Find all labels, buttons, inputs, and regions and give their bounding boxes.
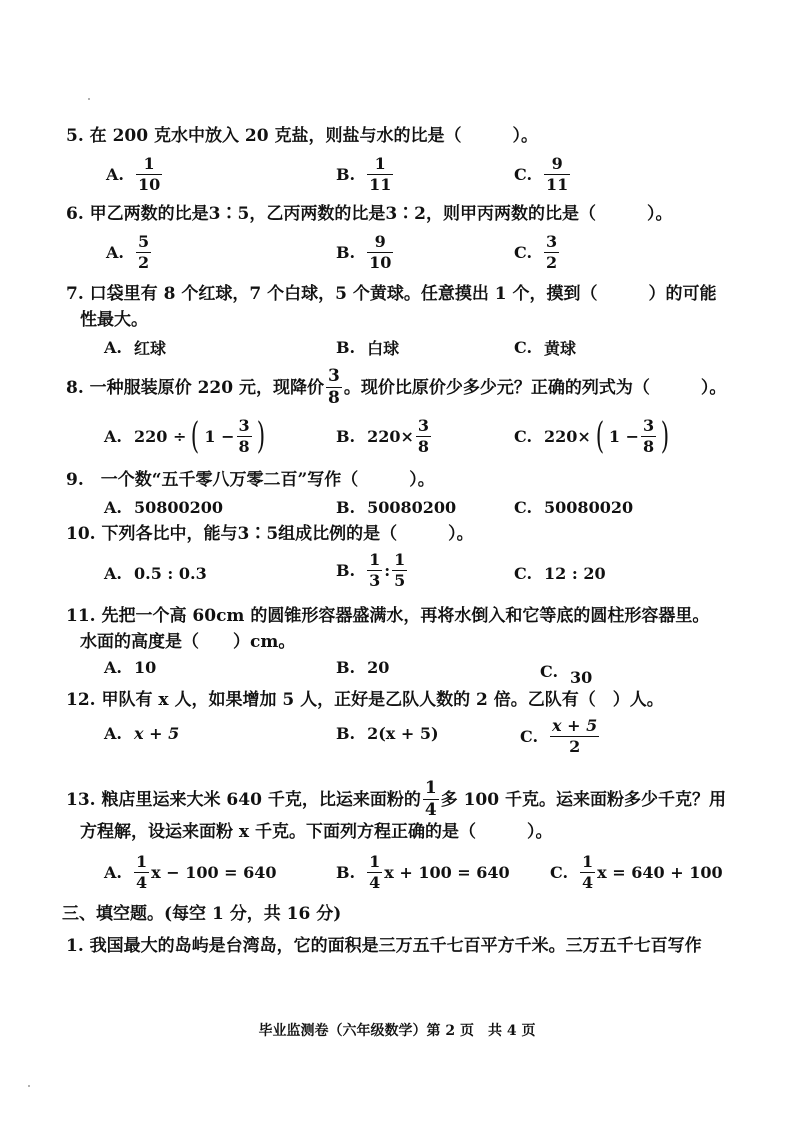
q11-option-b[interactable]: B. 20 xyxy=(336,658,390,677)
q6-option-c[interactable]: C. $\frac{3}{2}$ xyxy=(514,232,558,272)
question-9: 9. 一个数“五千零八万零二百”写作（ ）。 xyxy=(66,470,435,490)
q11-option-a[interactable]: A. 10 xyxy=(104,658,157,677)
question-12: 12. 甲队有 x 人，如果增加 5 人，正好是乙队人数的 2 倍。乙队有（ ）人。 xyxy=(66,690,664,710)
q12-option-b[interactable]: B. 2(x + 5) xyxy=(336,724,439,743)
question-11-line1: 11. 先把一个高 60cm 的圆锥形容器盛满水，再将水倒入和它等底的圆柱形容器里。 xyxy=(66,606,710,626)
q10-option-a[interactable]: A. 0.5 : 0.3 xyxy=(104,564,207,583)
question-6: 6. 甲乙两数的比是3∶5，乙丙两数的比是3∶2，则甲丙两数的比是（ ）。 xyxy=(66,204,673,224)
scan-speck xyxy=(28,1085,30,1087)
q9-option-b[interactable]: B. 50080200 xyxy=(336,498,457,517)
question-10: 10. 下列各比中，能与3∶5组成比例的是（ ）。 xyxy=(66,524,474,544)
question-13-line2: 方程解，设运来面粉 x 千克。下面列方程正确的是（ ）。 xyxy=(80,822,553,842)
question-5: 5. 在 200 克水中放入 20 克盐，则盐与水的比是（ ）。 xyxy=(66,126,538,146)
section-3-heading: 三、填空题。(每空 1 分，共 16 分) xyxy=(62,904,342,924)
q10-option-c[interactable]: C. 12 : 20 xyxy=(514,564,606,583)
q8-option-c[interactable]: C. 220× ( 1 − $\frac{3}{8}$ ) xyxy=(514,415,670,457)
q5-option-a[interactable]: A. $\frac{1}{10}$ xyxy=(106,154,161,194)
q10-option-b[interactable]: B. $\frac{1}{3}$ : $\frac{1}{5}$ xyxy=(336,550,406,590)
q13-option-b[interactable]: B. $\frac{1}{4}$ x + 100 = 640 xyxy=(336,852,510,892)
q13-option-a[interactable]: A. $\frac{1}{4}$ x − 100 = 640 xyxy=(104,852,277,892)
q12-option-a[interactable]: A. x + 5 xyxy=(104,724,180,743)
q7-option-b[interactable]: B. 白球 xyxy=(336,338,400,358)
question-7-line2: 性最大。 xyxy=(80,310,148,330)
q5-option-c[interactable]: C. $\frac{9}{11}$ xyxy=(514,154,569,194)
fill-question-1: 1. 我国最大的岛屿是台湾岛，它的面积是三万五千七百平方千米。三万五千七百写作 xyxy=(66,936,702,956)
q6-option-b[interactable]: B. $\frac{9}{10}$ xyxy=(336,232,392,272)
q12-option-c[interactable]: C. $\frac{x + 5}{2}$ xyxy=(520,716,598,756)
page-footer: 毕业监测卷（六年级数学）第 2 页 共 4 页 xyxy=(258,1023,536,1039)
q5-option-b[interactable]: B. $\frac{1}{11}$ xyxy=(336,154,392,194)
question-7-line1: 7. 口袋里有 8 个红球，7 个白球，5 个黄球。任意摸出 1 个，摸到（ ）的可能 xyxy=(66,284,717,304)
question-11-line2: 水面的高度是（ ）cm。 xyxy=(80,632,296,652)
q9-option-a[interactable]: A. 50800200 xyxy=(104,498,224,517)
question-8: 8. 一种服装原价 220 元，现降价 $\frac{3}{8}$ 。现价比原价少多少元？正确的列式为（ ）。 xyxy=(66,366,727,408)
q13-option-c[interactable]: C. $\frac{1}{4}$ x = 640 + 100 xyxy=(550,852,723,892)
q9-option-c[interactable]: C. 50080020 xyxy=(514,498,634,517)
scan-speck xyxy=(88,98,90,100)
q7-option-c[interactable]: C. 黄球 xyxy=(514,338,577,358)
q11-option-c[interactable]: C. 30 xyxy=(540,662,593,687)
q8-option-b[interactable]: B. 220× $\frac{3}{8}$ xyxy=(336,416,430,456)
q6-option-a[interactable]: A. $\frac{5}{2}$ xyxy=(106,232,150,272)
q7-option-a[interactable]: A. 红球 xyxy=(104,338,166,358)
q8-option-a[interactable]: A. 220 ÷ ( 1 − $\frac{3}{8}$ ) xyxy=(104,415,265,457)
question-13-line1: 13. 粮店里运来大米 640 千克，比运来面粉的 $\frac{1}{4}$ 多 100 千克。运来面粉多少千克？用 xyxy=(66,778,726,820)
